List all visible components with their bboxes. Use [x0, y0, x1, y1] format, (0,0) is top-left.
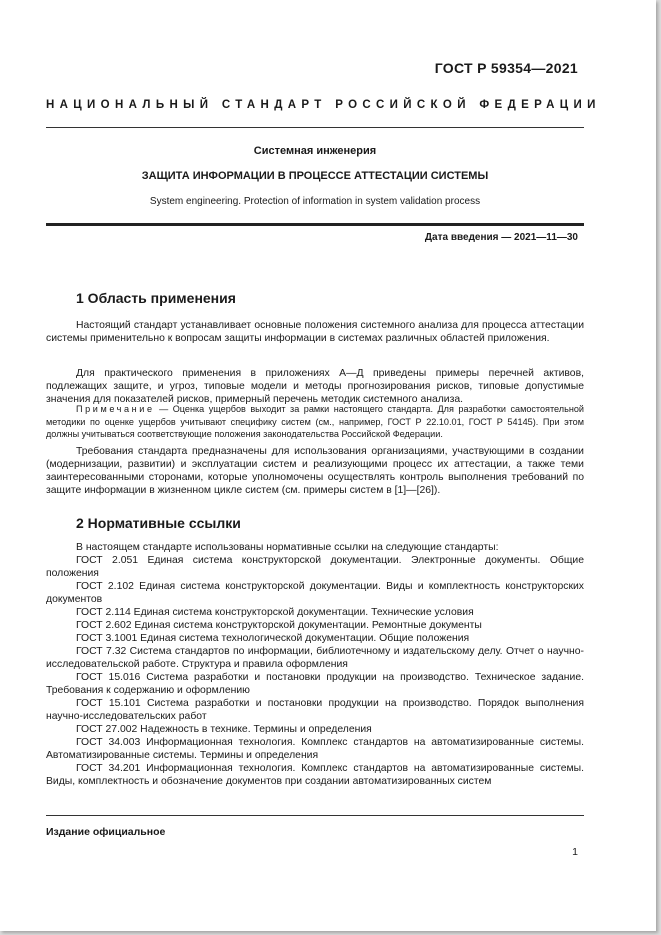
document-number: ГОСТ Р 59354—2021 — [434, 60, 578, 76]
page-number: 1 — [572, 846, 578, 858]
reference-item: ГОСТ 3.1001 Единая система технологической документации. Общие положения — [76, 633, 470, 644]
header-divider — [46, 127, 584, 128]
section-1-paragraph-1 — [46, 319, 584, 345]
reference-item: ГОСТ 34.003 Информационная технология. Комплекс стандартов на автоматизированные системы. Автоматизированные системы. Термины и определения — [46, 737, 584, 761]
reference-item: ГОСТ 15.016 Система разработки и постановки продукции на производство. Техническое задание. Требования к содержанию и оформлению — [46, 672, 584, 696]
paragraph-text: Для практического применения в приложениях А—Д приведены примеры перечней активов, подлежащих защите, и угроз, типовые модели и методы прогнозирования рисков, типовые допустимые значения для показателей рисков, примерный перечень методик системного анализа. — [46, 368, 584, 405]
section-1-paragraph-3 — [46, 445, 584, 497]
references-intro: В настоящем стандарте использованы нормативные ссылки на следующие стандарты: — [76, 542, 499, 553]
standard-title: ЗАЩИТА ИНФОРМАЦИИ В ПРОЦЕССЕ АТТЕСТАЦИИ СИСТЕМЫ — [141, 170, 489, 182]
note-text: — Оценка ущербов выходит за рамки настоящего стандарта. Для разработки самостоятельной методики по оценке ущербов учитывают специфику систем (см., например, ГОСТ Р 22.10.01, ГОСТ Р 54145). При этом должны учитываться соответствующие положения законодательства Российской Федерации. — [46, 404, 584, 439]
reference-item: ГОСТ 2.102 Единая система конструкторской документации. Виды и комплектность конструкторских документов — [46, 581, 584, 605]
paragraph-text: Требования стандарта предназначены для использования организациями, участвующими в создании (модернизации, развитии) и эксплуатации систем и реализующими процесс их аттестации, а также теми заинтересованными сторонами, которые уполномочены осуществлять контроль выполнения требований по защите информации в жизненном цикле систем (см. примеры систем в [1]—[26]). — [46, 446, 584, 496]
reference-item: ГОСТ 2.051 Единая система конструкторской документации. Электронные документы. Общие положения — [46, 555, 584, 579]
official-edition-label: Издание официальное — [46, 826, 166, 838]
reference-item: ГОСТ 7.32 Система стандартов по информации, библиотечному и издательскому делу. Отчет о научно-исследовательской работе. Структура и правила оформления — [46, 646, 584, 670]
section-1-note — [46, 403, 584, 441]
paragraph-text: Настоящий стандарт устанавливает основные положения системного анализа для процесса аттестации системы применительно к вопросам защиты информации в системах различных областей приложения. — [46, 320, 584, 344]
national-standard-banner: НАЦИОНАЛЬНЫЙ СТАНДАРТ РОССИЙСКОЙ ФЕДЕРАЦИИ — [46, 99, 601, 111]
reference-item: ГОСТ 2.602 Единая система конструкторской документации. Ремонтные документы — [76, 620, 482, 631]
reference-item: ГОСТ 2.114 Единая система конструкторской документации. Технические условия — [76, 607, 474, 618]
introduction-date: Дата введения — 2021—11—30 — [424, 232, 578, 243]
title-divider — [46, 223, 584, 226]
standard-subject: Системная инженерия — [253, 145, 377, 157]
section-2-heading: 2 Нормативные ссылки — [76, 515, 241, 531]
normative-references-list — [46, 541, 584, 788]
section-1-paragraph-2 — [46, 367, 584, 406]
section-1-heading: 1 Область применения — [76, 290, 236, 306]
note-label: Примечание — [76, 404, 155, 414]
reference-item: ГОСТ 27.002 Надежность в технике. Термины и определения — [76, 724, 372, 735]
standard-title-english: System engineering. Protection of information in system validation process — [149, 196, 481, 207]
reference-item: ГОСТ 34.201 Информационная технология. Комплекс стандартов на автоматизированные системы. Виды, комплектность и обозначение документов при создании автоматизированных систем — [46, 763, 584, 787]
footer-divider — [46, 815, 584, 816]
reference-item: ГОСТ 15.101 Система разработки и постановки продукции на производство. Порядок выполнения научно-исследовательских работ — [46, 698, 584, 722]
